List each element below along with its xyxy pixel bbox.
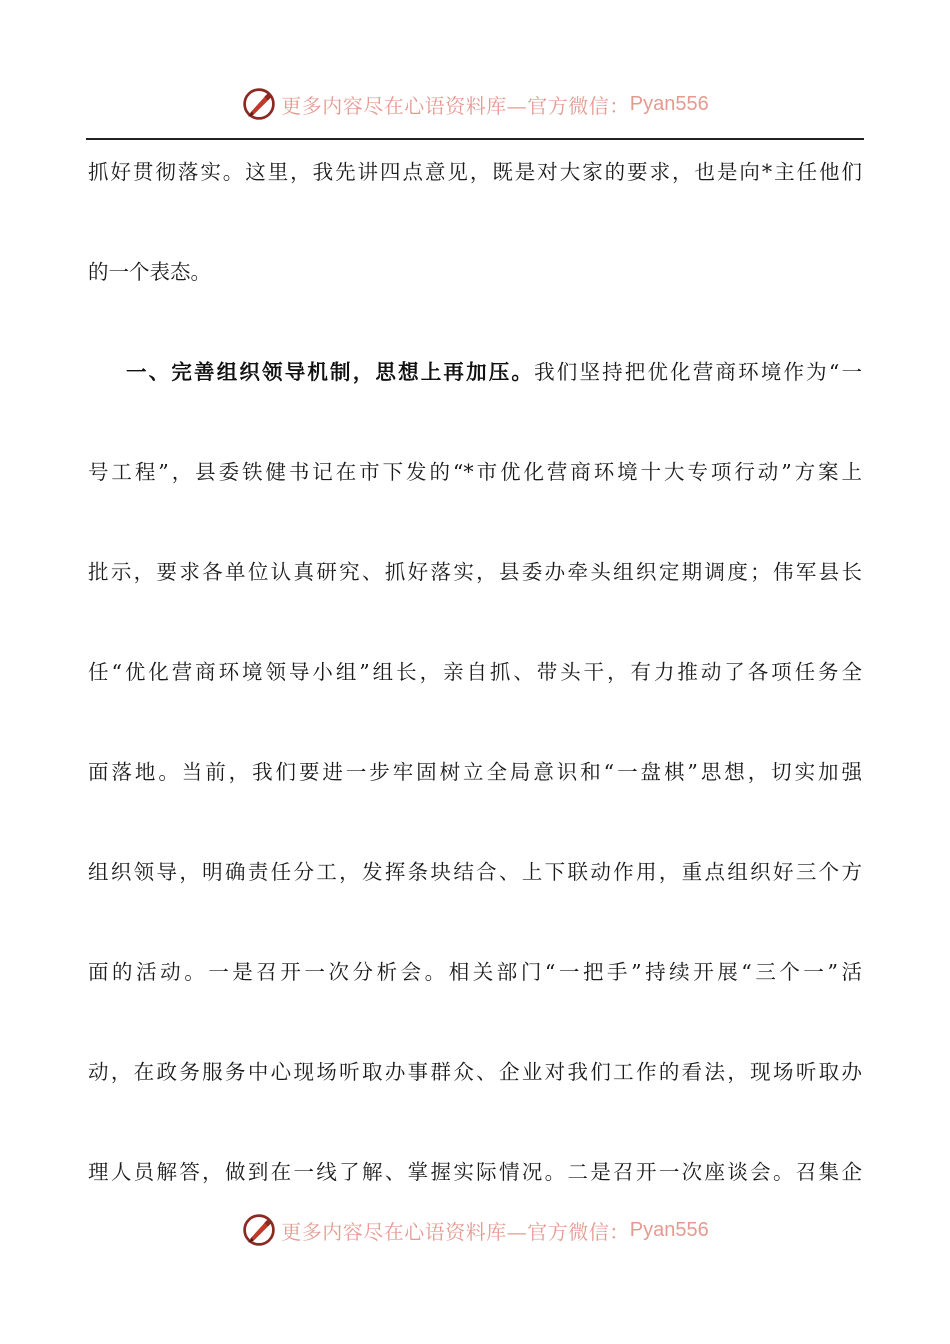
body-line: 组织领导，明确责任分工，发挥条块结合、上下联动作用，重点组织好三个方 <box>88 860 862 884</box>
header-banner <box>0 82 950 126</box>
footer-banner-text: 更多内容尽在心语资料库—官方微信： <box>281 1219 630 1244</box>
body-line: 抓好贯彻落实。这里，我先讲四点意见，既是对大家的要求，也是向*主任他们 <box>88 160 862 184</box>
header-banner-text: 更多内容尽在心语资料库—官方微信： <box>281 93 630 118</box>
body-line: 批示，要求各单位认真研究、抓好落实，县委办牵头组织定期调度；伟军县长 <box>88 560 862 584</box>
pen-logo-icon <box>241 86 277 122</box>
section-heading-rest: 我们坚持把优化营商环境作为“一 <box>534 360 862 384</box>
header-divider <box>86 138 864 140</box>
body-line: 面落地。当前，我们要进一步牢固树立全局意识和“一盘棋”思想，切实加强 <box>88 760 862 784</box>
footer-wechat-id: Pyan556 <box>629 1218 709 1241</box>
footer-banner <box>0 1208 950 1252</box>
body-line: 号工程”，县委铁健书记在市下发的“*市优化营商环境十大专项行动”方案上 <box>88 460 862 484</box>
body-line: 面的活动。一是召开一次分析会。相关部门“一把手”持续开展“三个一”活 <box>88 960 862 984</box>
section-heading-line <box>88 350 862 450</box>
body-line: 任“优化营商环境领导小组”组长，亲自抓、带头干，有力推动了各项任务全 <box>88 660 862 684</box>
body-line: 的一个表态。 <box>88 260 211 284</box>
body-line: 动，在政务服务中心现场听取办事群众、企业对我们工作的看法，现场听取办 <box>88 1060 862 1084</box>
document-body <box>88 150 862 1250</box>
section-heading: 一、完善组织领导机制，思想上再加压。 <box>126 360 535 384</box>
header-wechat-id: Pyan556 <box>629 92 709 115</box>
pen-logo-icon <box>241 1212 277 1248</box>
body-line: 理人员解答，做到在一线了解、掌握实际情况。二是召开一次座谈会。召集企 <box>88 1160 862 1184</box>
